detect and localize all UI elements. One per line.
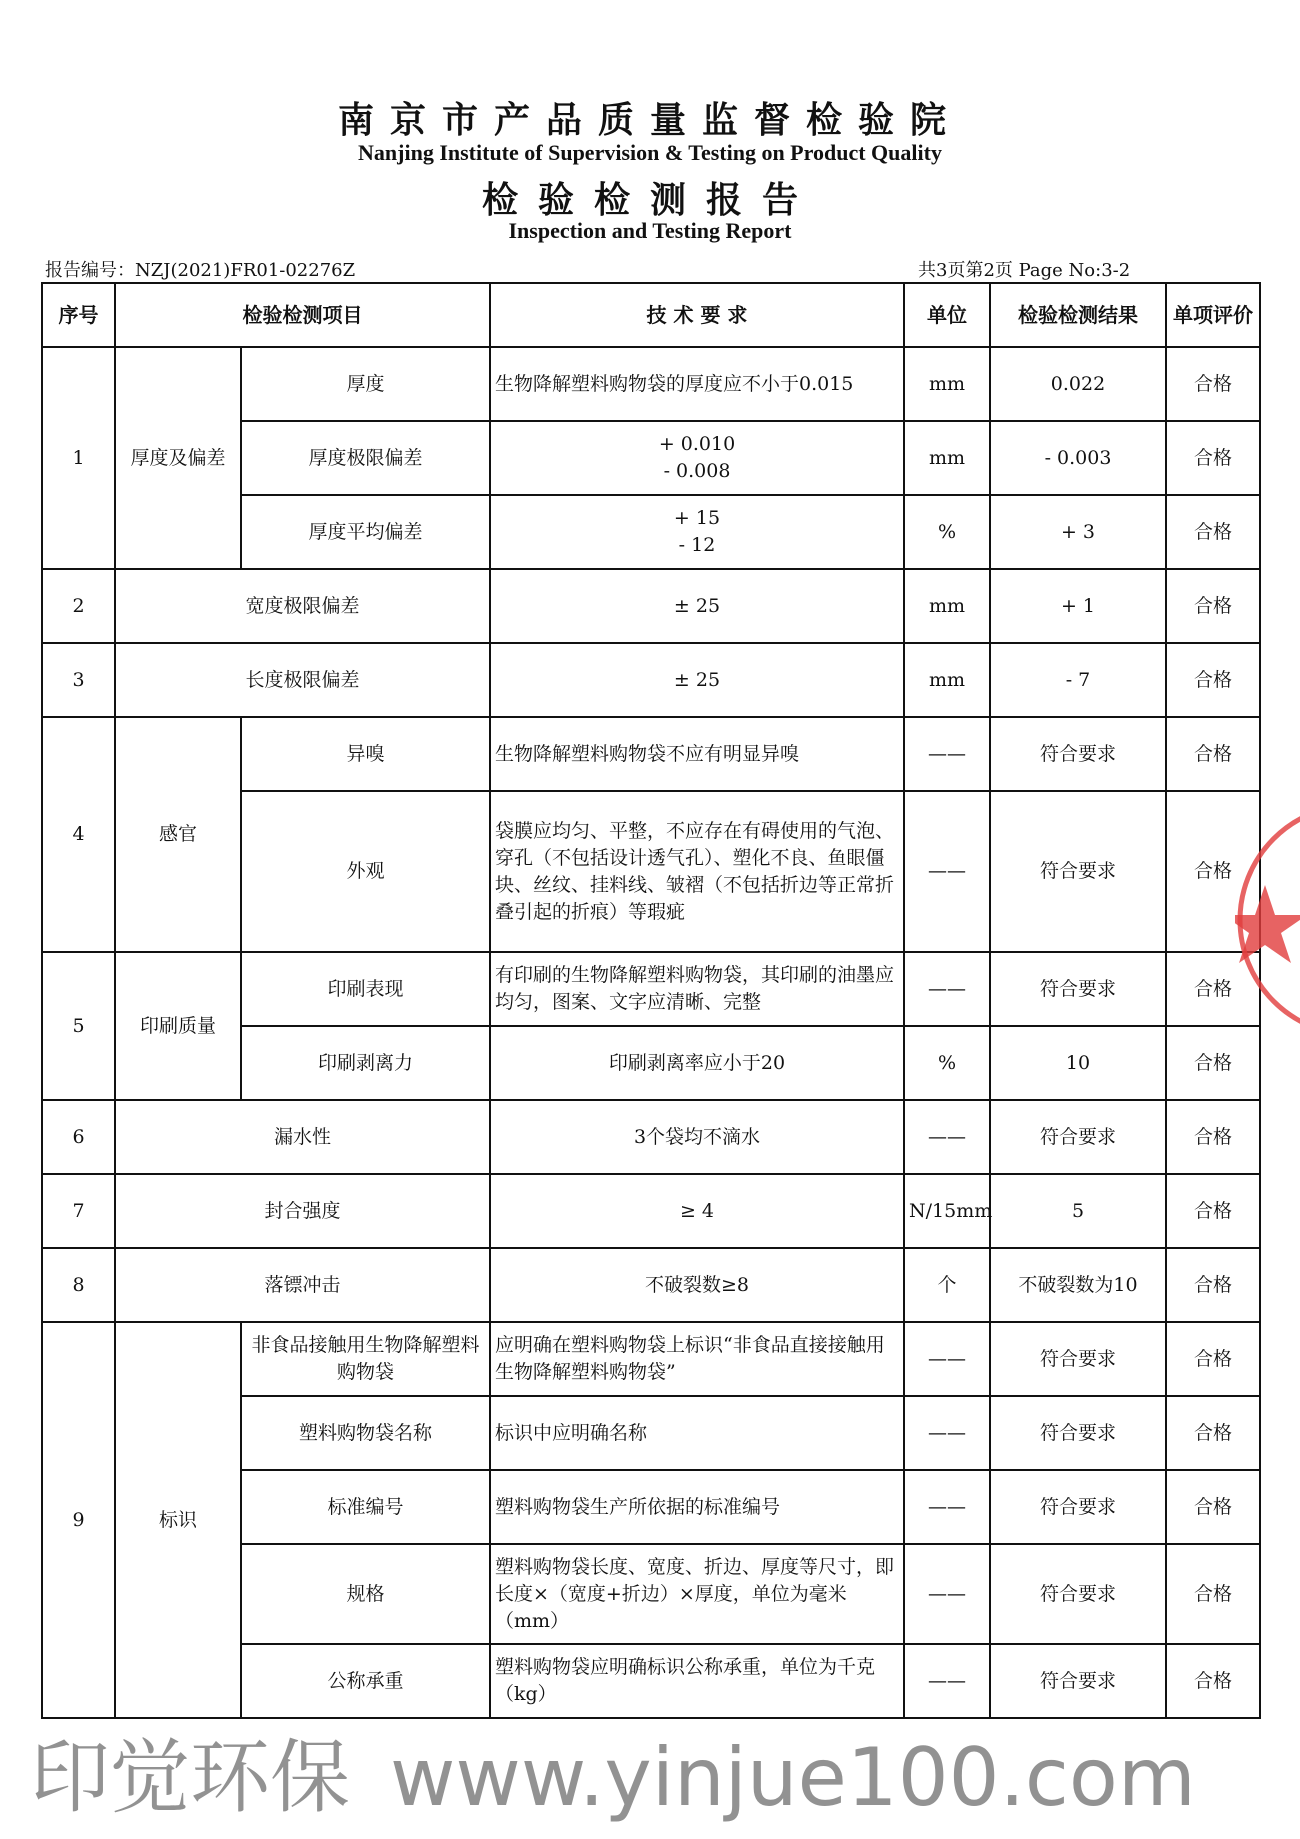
result: + 1 xyxy=(990,569,1166,643)
evaluation: 合格 xyxy=(1166,495,1260,569)
evaluation: 合格 xyxy=(1166,1026,1260,1100)
table-row xyxy=(42,1248,1260,1322)
item-name: 宽度极限偏差 xyxy=(115,569,490,643)
result: 符合要求 xyxy=(990,1100,1166,1174)
requirement-line: ≥ 4 xyxy=(679,1199,715,1222)
item-name: 标准编号 xyxy=(241,1470,490,1544)
unit: mm xyxy=(904,347,990,421)
unit: % xyxy=(904,495,990,569)
requirement-line: + 0.010 xyxy=(658,433,736,455)
table-row xyxy=(42,1100,1260,1174)
item-group: 标识 xyxy=(115,1322,241,1718)
item-name: 封合强度 xyxy=(115,1174,490,1248)
requirement xyxy=(490,495,904,569)
evaluation: 合格 xyxy=(1166,569,1260,643)
requirement-line: 印刷剥离率应小于20 xyxy=(608,1051,786,1074)
unit: N/15mm xyxy=(904,1174,990,1248)
requirement-line: + 15 xyxy=(673,507,721,529)
table-row xyxy=(42,643,1260,717)
unit: —— xyxy=(904,1322,990,1396)
evaluation: 合格 xyxy=(1166,1248,1260,1322)
row-number: 2 xyxy=(42,569,115,643)
col-unit: 单位 xyxy=(904,283,990,347)
report-title-en: Inspection and Testing Report xyxy=(508,218,792,243)
row-number: 9 xyxy=(42,1322,115,1718)
result: 符合要求 xyxy=(990,791,1166,952)
requirement-line: 标识中应明确名称 xyxy=(495,1421,648,1444)
result: 符合要求 xyxy=(990,1544,1166,1644)
result: 符合要求 xyxy=(990,1470,1166,1544)
item-group: 感官 xyxy=(115,717,241,952)
item-name: 印刷剥离力 xyxy=(241,1026,490,1100)
result: 5 xyxy=(990,1174,1166,1248)
requirement-line: 有印刷的生物降解塑料购物袋，其印刷的油墨应均匀，图案、文字应清晰、完整 xyxy=(495,964,895,1013)
row-number: 6 xyxy=(42,1100,115,1174)
requirement xyxy=(490,1026,904,1100)
result: 符合要求 xyxy=(990,1644,1166,1718)
requirement-line: 塑料购物袋应明确标识公称承重，单位为千克（kg） xyxy=(495,1656,876,1705)
requirement xyxy=(490,791,904,952)
evaluation: 合格 xyxy=(1166,421,1260,495)
result: 0.022 xyxy=(990,347,1166,421)
result: 符合要求 xyxy=(990,717,1166,791)
requirement-line: - 0.008 xyxy=(663,460,731,482)
report-title-cn: 检验检测报告 xyxy=(481,180,818,221)
table-row xyxy=(42,717,1260,791)
unit: —— xyxy=(904,1470,990,1544)
row-number: 1 xyxy=(42,347,115,569)
item-name: 漏水性 xyxy=(115,1100,490,1174)
evaluation: 合格 xyxy=(1166,1100,1260,1174)
table-row xyxy=(42,347,1260,421)
result: 不破裂数为10 xyxy=(990,1248,1166,1322)
evaluation: 合格 xyxy=(1166,791,1260,952)
table-row xyxy=(42,1174,1260,1248)
watermark-url: www.yinjue100.com xyxy=(390,1731,1196,1824)
item-name: 厚度 xyxy=(241,347,490,421)
item-name: 塑料购物袋名称 xyxy=(241,1396,490,1470)
col-result: 检验检测结果 xyxy=(990,283,1166,347)
result: - 7 xyxy=(990,643,1166,717)
unit: —— xyxy=(904,1544,990,1644)
unit: —— xyxy=(904,1644,990,1718)
item-name: 规格 xyxy=(241,1544,490,1644)
item-name: 落镖冲击 xyxy=(115,1248,490,1322)
table-header xyxy=(42,283,1260,347)
requirement xyxy=(490,1174,904,1248)
requirement xyxy=(490,1470,904,1544)
item-name: 公称承重 xyxy=(241,1644,490,1718)
results-table xyxy=(41,282,1261,1719)
requirement xyxy=(490,1322,904,1396)
evaluation: 合格 xyxy=(1166,347,1260,421)
institute-title-cn: 南京市产品质量监督检验院 xyxy=(337,100,962,141)
requirement xyxy=(490,1544,904,1644)
result: 10 xyxy=(990,1026,1166,1100)
unit: mm xyxy=(904,643,990,717)
requirement-line: ± 25 xyxy=(673,668,721,691)
requirement-line: 塑料购物袋生产所依据的标准编号 xyxy=(495,1495,781,1518)
row-number: 5 xyxy=(42,952,115,1100)
requirement xyxy=(490,717,904,791)
unit: —— xyxy=(904,717,990,791)
requirement-line: - 12 xyxy=(678,534,716,556)
evaluation: 合格 xyxy=(1166,643,1260,717)
item-name: 外观 xyxy=(241,791,490,952)
requirement-line: 不破裂数≥8 xyxy=(644,1273,749,1296)
result: 符合要求 xyxy=(990,1322,1166,1396)
col-no: 序号 xyxy=(42,283,115,347)
table-row xyxy=(42,952,1260,1026)
result: - 0.003 xyxy=(990,421,1166,495)
requirement-line: 生物降解塑料购物袋不应有明显异嗅 xyxy=(495,742,800,765)
requirement xyxy=(490,1248,904,1322)
unit: mm xyxy=(904,569,990,643)
requirement-line: ± 25 xyxy=(673,594,721,617)
item-name: 厚度平均偏差 xyxy=(241,495,490,569)
result: + 3 xyxy=(990,495,1166,569)
unit: —— xyxy=(904,952,990,1026)
institute-title-en: Nanjing Institute of Supervision & Testing on Product Quality xyxy=(358,140,942,165)
evaluation: 合格 xyxy=(1166,1322,1260,1396)
unit: —— xyxy=(904,1396,990,1470)
requirement xyxy=(490,952,904,1026)
evaluation: 合格 xyxy=(1166,717,1260,791)
item-name: 印刷表现 xyxy=(241,952,490,1026)
unit: —— xyxy=(904,791,990,952)
requirement xyxy=(490,1396,904,1470)
requirement xyxy=(490,1644,904,1718)
unit: —— xyxy=(904,1100,990,1174)
report-number: 报告编号：NZJ(2021)FR01-02276Z xyxy=(45,260,356,281)
evaluation: 合格 xyxy=(1166,952,1260,1026)
evaluation: 合格 xyxy=(1166,1174,1260,1248)
unit: % xyxy=(904,1026,990,1100)
evaluation: 合格 xyxy=(1166,1644,1260,1718)
evaluation: 合格 xyxy=(1166,1396,1260,1470)
evaluation: 合格 xyxy=(1166,1544,1260,1644)
requirement xyxy=(490,569,904,643)
result: 符合要求 xyxy=(990,952,1166,1026)
requirement xyxy=(490,347,904,421)
table-row xyxy=(42,569,1260,643)
requirement xyxy=(490,421,904,495)
requirement-line: 袋膜应均匀、平整，不应存在有碍使用的气泡、穿孔（不包括设计透气孔）、塑化不良、鱼眼僵块、丝纹、挂料线、皱褶（不包括折边等正常折叠引起的折痕）等瑕疵 xyxy=(495,819,895,923)
requirement-line: 3个袋均不滴水 xyxy=(633,1125,761,1148)
row-number: 7 xyxy=(42,1174,115,1248)
requirement-line: 应明确在塑料购物袋上标识“非食品直接接触用生物降解塑料购物袋” xyxy=(495,1334,885,1383)
official-seal xyxy=(1235,800,1300,1040)
item-name: 厚度极限偏差 xyxy=(241,421,490,495)
item-name: 非食品接触用生物降解塑料购物袋 xyxy=(241,1322,490,1396)
row-number: 8 xyxy=(42,1248,115,1322)
requirement-line: 生物降解塑料购物袋的厚度应不小于0.015 xyxy=(495,372,854,395)
requirement xyxy=(490,643,904,717)
row-number: 3 xyxy=(42,643,115,717)
unit: mm xyxy=(904,421,990,495)
requirement xyxy=(490,1100,904,1174)
item-name: 长度极限偏差 xyxy=(115,643,490,717)
col-requirement: 技 术 要 求 xyxy=(490,283,904,347)
page-info: 共3页第2页 Page No:3-2 xyxy=(918,260,1131,281)
item-group: 厚度及偏差 xyxy=(115,347,241,569)
evaluation: 合格 xyxy=(1166,1470,1260,1544)
col-item: 检验检测项目 xyxy=(115,283,490,347)
item-name: 异嗅 xyxy=(241,717,490,791)
unit: 个 xyxy=(904,1248,990,1322)
watermark-cn: 印觉环保 xyxy=(30,1731,350,1824)
watermark xyxy=(30,1728,1280,1828)
col-eval: 单项评价 xyxy=(1166,283,1260,347)
row-number: 4 xyxy=(42,717,115,952)
result: 符合要求 xyxy=(990,1396,1166,1470)
item-group: 印刷质量 xyxy=(115,952,241,1100)
requirement-line: 塑料购物袋长度、宽度、折边、厚度等尺寸，即长度×（宽度+折边）×厚度，单位为毫米（mm） xyxy=(495,1555,895,1632)
table-row xyxy=(42,1322,1260,1396)
